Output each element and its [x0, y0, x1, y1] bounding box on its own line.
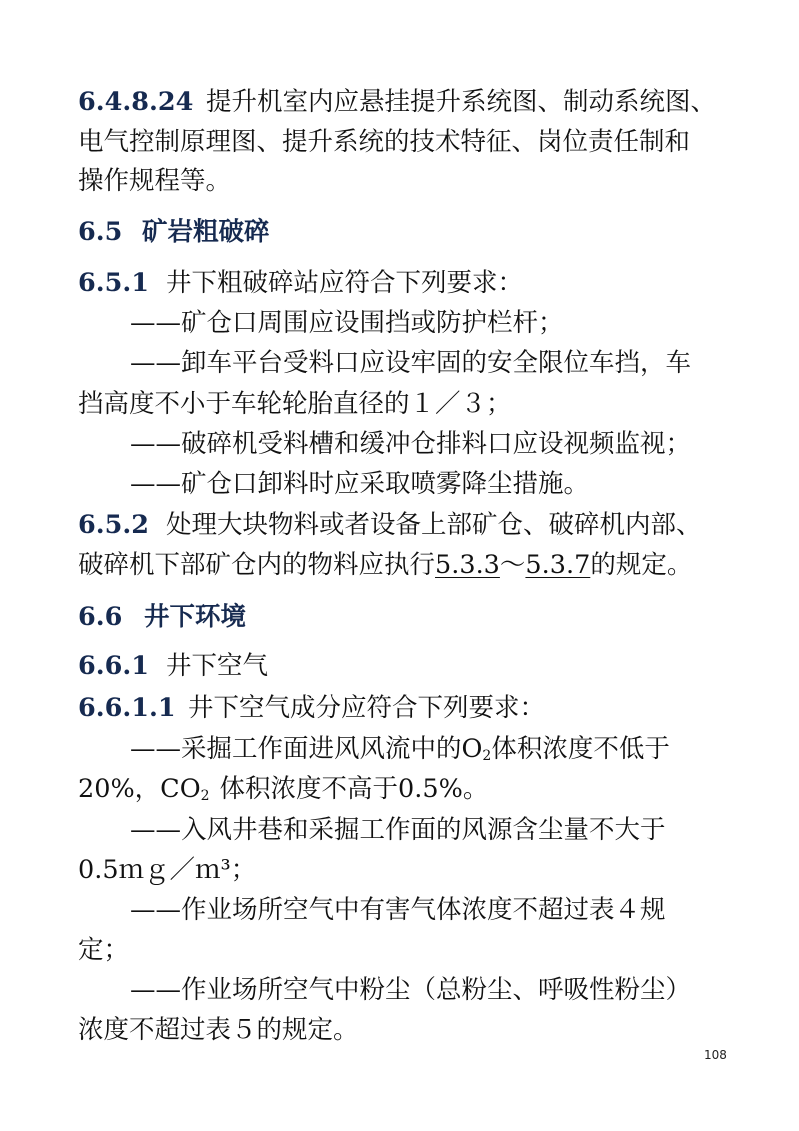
paragraph-text: 井下粗破碎站应符合下列要求： — [166, 268, 524, 298]
section-title: 井下环境 — [144, 602, 247, 632]
clause-reference-link[interactable]: 5.3.3 — [435, 550, 500, 580]
paragraph-text: 的规定。 — [590, 550, 693, 580]
list-item-text: ——矿仓口卸料时应采取喷雾降尘措施。 — [130, 469, 590, 499]
range-separator: ～ — [499, 550, 526, 580]
section-number: 6.6 — [78, 602, 123, 632]
paragraph-text: 提升机室内应悬挂提升系统图、制动系统图、 — [206, 87, 717, 117]
list-item — [130, 729, 670, 769]
clause-number: 6.4.8.24 — [78, 87, 194, 117]
paragraph-text: 操作规程等。 — [78, 166, 232, 196]
paragraph-6-4-8-24-line-2 — [78, 122, 690, 162]
section-title: 矿岩粗破碎 — [142, 217, 270, 247]
list-item-text: ——采掘工作面进风风流中的 — [130, 734, 462, 764]
subsection-heading-6-6-1 — [78, 646, 268, 686]
list-item-text: ——入风井巷和采掘工作面的风源含尘量不大于 — [130, 815, 666, 845]
paragraph-text: 破碎机下部矿仓内的物料应执行 — [78, 550, 436, 580]
paragraph-6-6-1-1 — [78, 688, 545, 728]
list-item-text: 20%，CO — [78, 774, 201, 804]
paragraph-6-5-2-line-1 — [78, 505, 702, 545]
clause-number: 6.6.1.1 — [78, 693, 176, 723]
subscript: 2 — [482, 748, 492, 764]
subscript: 2 — [200, 788, 210, 804]
list-item — [130, 303, 564, 343]
list-item — [130, 890, 666, 930]
list-item-continuation — [78, 930, 129, 970]
list-item-continuation — [78, 769, 488, 809]
list-item-text: 0.5ｍｇ／ｍ³； — [78, 855, 257, 885]
section-heading-6-6 — [78, 597, 246, 637]
clause-number: 6.6.1 — [78, 651, 149, 681]
list-item-text: 浓度不超过表５的规定。 — [78, 1015, 359, 1045]
list-item — [130, 464, 589, 504]
paragraph-6-5-2-line-2 — [78, 545, 692, 585]
list-item-text: ——矿仓口周围应设围挡或防护栏杆； — [130, 308, 564, 338]
list-item-text: ——破碎机受料槽和缓冲仓排料口应设视频监视； — [130, 429, 692, 459]
list-item-text: 体积浓度不低于 — [491, 734, 670, 764]
list-item-text: 挡高度不小于车轮轮胎直径的１／３； — [78, 389, 512, 419]
list-item-text: ——作业场所空气中粉尘（总粉尘、呼吸性粉尘） — [130, 975, 692, 1005]
paragraph-text: 电气控制原理图、提升系统的技术特征、岗位责任制和 — [78, 127, 691, 157]
clause-number: 6.5.1 — [78, 268, 149, 298]
section-heading-6-5 — [78, 212, 270, 252]
clause-number: 6.5.2 — [78, 510, 149, 540]
list-item-continuation — [78, 384, 512, 424]
section-number: 6.5 — [78, 217, 123, 247]
oxygen-symbol: O — [461, 734, 483, 764]
list-item — [130, 343, 691, 383]
clause-reference-link[interactable]: 5.3.7 — [525, 550, 591, 580]
list-item — [130, 970, 691, 1010]
list-item-continuation — [78, 1010, 359, 1050]
list-item — [130, 424, 691, 464]
list-item-continuation — [78, 850, 256, 890]
list-item-text: ——卸车平台受料口应设牢固的安全限位车挡，车 — [130, 348, 692, 378]
paragraph-text: 井下空气成分应符合下列要求： — [188, 693, 546, 723]
paragraph-6-5-1 — [78, 263, 523, 303]
page-number: 108 — [704, 1048, 727, 1062]
subsection-title: 井下空气 — [166, 651, 269, 681]
paragraph-text: 处理大块物料或者设备上部矿仓、破碎机内部、 — [166, 510, 702, 540]
list-item-text: ——作业场所空气中有害气体浓度不超过表４规 — [130, 895, 666, 925]
list-item-text: 体积浓度不高于0.5%。 — [219, 774, 489, 804]
paragraph-6-4-8-24-line-1 — [78, 82, 716, 122]
list-item — [130, 810, 666, 850]
list-item-text: 定； — [78, 935, 130, 965]
paragraph-6-4-8-24-line-3 — [78, 161, 231, 201]
